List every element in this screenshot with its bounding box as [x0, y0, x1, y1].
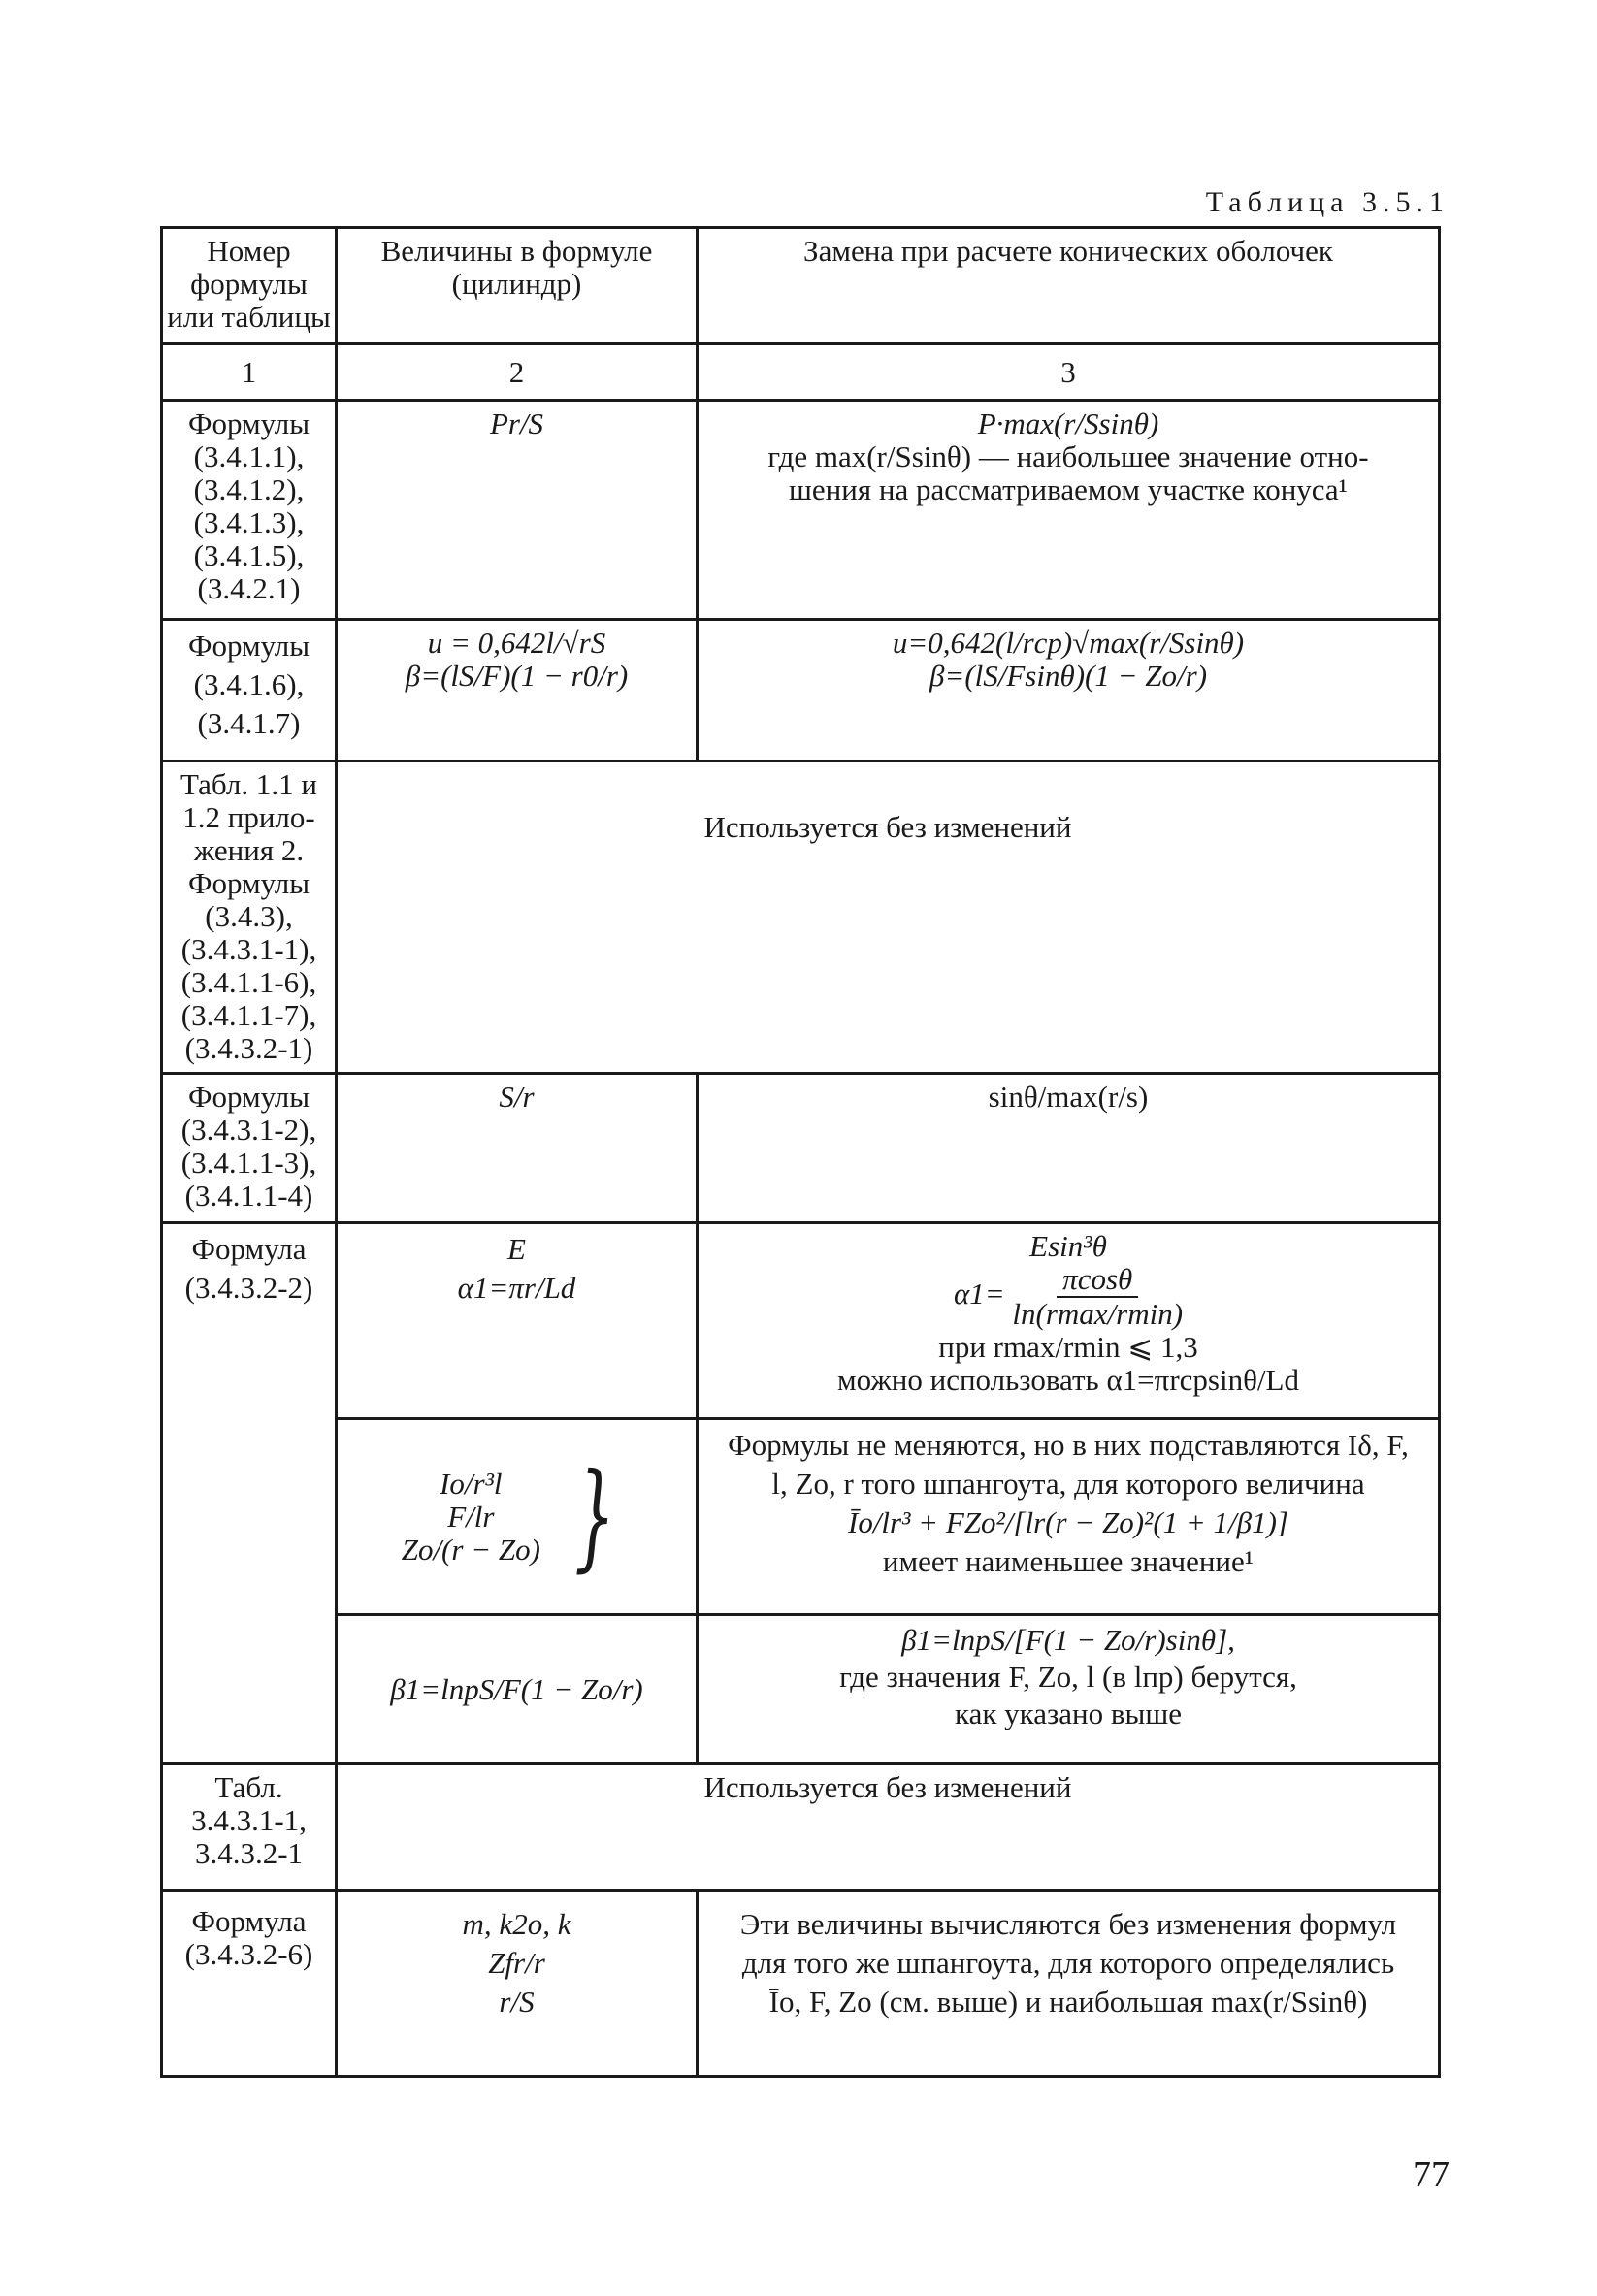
formula-line: β1=lпрS/[F(1 − Zo/r)sinθ],: [901, 1623, 1235, 1657]
label-line: Табл.: [214, 1770, 283, 1804]
column-number-2: 2: [337, 344, 698, 401]
cylinder-value: β1=lпрS/F(1 − Zo/r): [337, 1615, 698, 1764]
note-line: шения на рассматриваемом участке конуса¹: [789, 472, 1348, 506]
merged-cell: Используется без изменений: [337, 1764, 1440, 1891]
formula-line: Īo/lr³ + FZo²/[lr(r − Zo)²(1 + 1/β1)]: [848, 1505, 1288, 1539]
formula-line: m, k2o, k: [462, 1907, 571, 1941]
cone-replacement: sinθ/max(r/s): [698, 1074, 1440, 1223]
label-line: (3.4.1.5),: [193, 538, 305, 572]
label-line: (3.4.1.3),: [193, 505, 305, 539]
row-label: [162, 401, 337, 620]
table-row: [162, 1223, 1440, 1419]
header-cell-3: Замена при расчете конических оболочек: [698, 228, 1440, 344]
label-line: Формулы: [187, 406, 310, 440]
page-number: 77: [1413, 2154, 1450, 2195]
row-label: [162, 761, 337, 1074]
note-line: Формулы не меняются, но в них подставляются Iδ, F,: [728, 1428, 1409, 1462]
label-line: (3.4.3.1-1),: [180, 932, 317, 966]
table-row: [162, 1074, 1440, 1223]
formula-line: Zo/(r − Zo): [401, 1532, 540, 1567]
brace-group: [342, 1448, 692, 1584]
table-row: [162, 761, 1440, 1074]
column-number-3: 3: [698, 344, 1440, 401]
table-row: [162, 1419, 1440, 1615]
label-line: (3.4.3.2-6): [184, 1937, 313, 1971]
cone-replacement: [698, 1223, 1440, 1419]
cylinder-value: [337, 1223, 698, 1419]
fraction-numerator: πcosθ: [1057, 1263, 1138, 1298]
label-line: Табл. 1.1 и: [180, 767, 317, 801]
note-line: l, Zo, r того шпангоута, для которого величина: [771, 1467, 1365, 1501]
label-line: Формулы: [187, 629, 310, 663]
formula-line: Io/r³l: [440, 1466, 503, 1501]
table-row: [162, 1891, 1440, 2077]
fraction-formula: [702, 1263, 1434, 1331]
cylinder-value: [337, 1891, 698, 2077]
formula-line: Zfr/r: [488, 1946, 545, 1980]
table-caption: Таблица 3.5.1: [1205, 186, 1450, 218]
note-line: где значения F, Zo, l (в lпр) берутся,: [839, 1660, 1297, 1694]
label-line: Формулы: [187, 866, 310, 900]
note-line: Эти величины вычисляются без изменения формул: [739, 1907, 1397, 1941]
cone-replacement: [698, 620, 1440, 761]
note-line: Īo, F, Zo (см. выше) и наибольшая max(r/Ssinθ): [768, 1985, 1368, 2019]
table-row: [162, 1764, 1440, 1891]
label-line: (3.4.1.1-4): [184, 1179, 313, 1213]
column-number-row: [162, 344, 1440, 401]
formula-line: P·max(r/Ssinθ): [977, 406, 1159, 440]
cone-replacement: [698, 1615, 1440, 1764]
note-line: как указано выше: [955, 1697, 1182, 1730]
note-line: при rmax/rmin ⩽ 1,3: [938, 1330, 1198, 1364]
label-line: (3.4.1.6),: [193, 667, 305, 701]
cylinder-value: [337, 1419, 698, 1615]
fraction-denominator: ln(rmax/rmin): [1012, 1297, 1184, 1331]
data-table: [160, 226, 1441, 2078]
right-brace-icon: }: [574, 1448, 616, 1584]
label-line: жения 2.: [193, 833, 305, 867]
cone-replacement: [698, 1891, 1440, 2077]
row-label: [162, 1764, 337, 1891]
formula-line: u = 0,642l/√rS: [427, 626, 606, 660]
row-label: [162, 620, 337, 761]
header-cell-1: Номер формулы или таблицы: [162, 228, 337, 344]
merged-cell: Используется без изменений: [337, 761, 1440, 1074]
label-line: (3.4.3.1-2),: [180, 1113, 317, 1147]
brace-lines: [402, 1468, 540, 1567]
cylinder-value: [337, 620, 698, 761]
table-row: [162, 401, 1440, 620]
label-line: 1.2 прило-: [182, 800, 315, 834]
header-row: [162, 228, 1440, 344]
formula-line: E: [507, 1232, 526, 1266]
formula-line: F/lr: [447, 1499, 495, 1534]
label-line: Формула: [191, 1232, 307, 1266]
label-line: (3.4.1.7): [197, 706, 301, 740]
label-line: (3.4.1.1-7),: [180, 998, 317, 1032]
label-line: Формулы: [187, 1080, 310, 1114]
row-label: [162, 1891, 337, 2077]
note-line: где max(r/Ssinθ) — наибольшее значение отно-: [767, 439, 1369, 473]
label-line: (3.4.2.1): [197, 571, 301, 605]
cylinder-value: S/r: [337, 1074, 698, 1223]
formula-line: Esin³θ: [1029, 1229, 1107, 1263]
table-row: [162, 620, 1440, 761]
label-line: 3.4.3.1-1,: [191, 1803, 307, 1837]
label-line: (3.4.1.1-6),: [180, 965, 317, 999]
table-row: [162, 1615, 1440, 1764]
note-line: для того же шпангоута, для которого определялись: [741, 1946, 1395, 1980]
header-cell-2: Величины в формуле (цилиндр): [337, 228, 698, 344]
label-line: (3.4.1.2),: [193, 472, 305, 506]
label-line: Формула: [191, 1904, 307, 1938]
label-line: (3.4.3.2-2): [184, 1271, 313, 1305]
label-line: (3.4.1.1-3),: [180, 1146, 317, 1180]
note-line: можно использовать α1=πrcрsinθ/Ld: [837, 1363, 1299, 1397]
alpha-label: α1=: [953, 1277, 1005, 1311]
formula-line: r/S: [499, 1985, 535, 2019]
formula-line: α1=πr/Ld: [457, 1271, 576, 1305]
row-label: [162, 1223, 337, 1764]
fraction: [1012, 1263, 1183, 1331]
cone-replacement: [698, 1419, 1440, 1615]
formula-line: β=(lS/F)(1 − r0/r): [405, 659, 629, 693]
label-line: (3.4.3),: [205, 899, 293, 933]
formula-line: u=0,642(l/rср)√max(r/Ssinθ): [892, 626, 1245, 660]
label-line: (3.4.1.1),: [193, 439, 305, 473]
note-line: имеет наименьшее значение¹: [882, 1544, 1255, 1578]
label-line: (3.4.3.2-1): [184, 1031, 313, 1065]
column-number-1: 1: [162, 344, 337, 401]
cone-replacement: [698, 401, 1440, 620]
label-line: 3.4.3.2-1: [194, 1836, 304, 1870]
row-label: [162, 1074, 337, 1223]
cylinder-value: Pr/S: [337, 401, 698, 620]
formula-line: β=(lS/Fsinθ)(1 − Zo/r): [929, 659, 1208, 693]
